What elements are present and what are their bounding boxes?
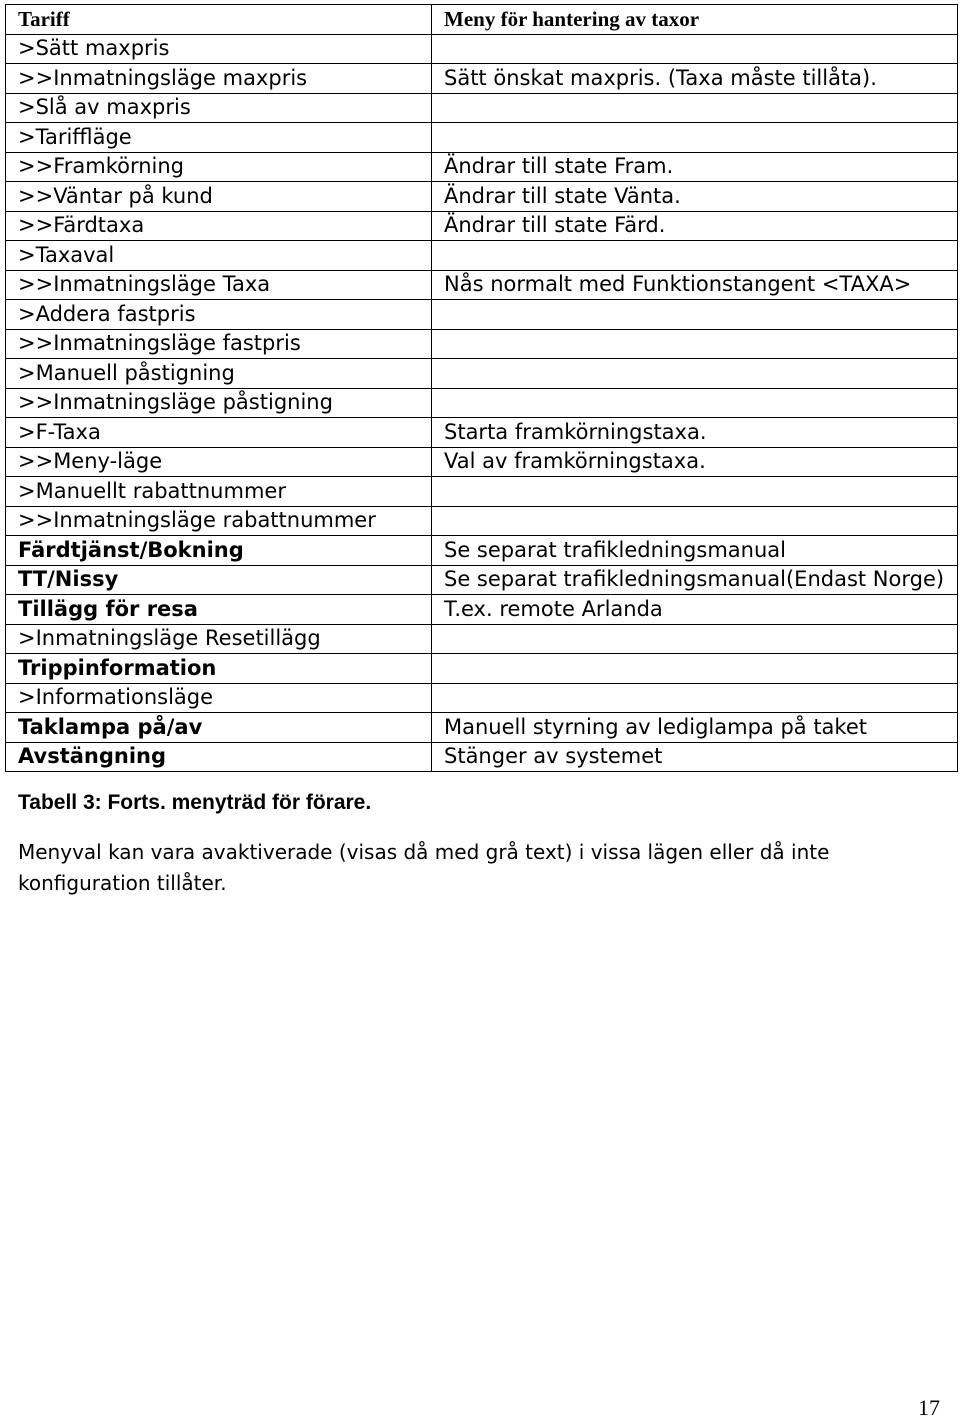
- menu-item-description: [432, 506, 958, 536]
- menu-item-label: Tariff: [6, 5, 432, 35]
- menu-item-description: [432, 241, 958, 271]
- menu-item-description: Starta framkörningstaxa.: [432, 418, 958, 448]
- menu-item-label: >>Inmatningsläge maxpris: [6, 64, 432, 94]
- table-caption: Tabell 3: Forts. menyträd för förare.: [18, 791, 372, 814]
- menu-item-description: Stänger av systemet: [432, 742, 958, 772]
- menu-item-description: [432, 123, 958, 153]
- table-row: [6, 5, 958, 35]
- menu-item-label: >>Inmatningsläge rabattnummer: [6, 506, 432, 536]
- menu-item-description: Se separat trafikledningsmanual(Endast Norge): [432, 565, 958, 595]
- menu-item-description: [432, 624, 958, 654]
- menu-item-label: >Addera fastpris: [6, 300, 432, 330]
- table-row: [6, 654, 958, 684]
- menu-item-label: >Informationsläge: [6, 683, 432, 713]
- table-row: [6, 713, 958, 743]
- menu-item-description: Ändrar till state Färd.: [432, 211, 958, 241]
- menu-item-label: >Manuellt rabattnummer: [6, 477, 432, 507]
- table-row: [6, 418, 958, 448]
- table-row: [6, 329, 958, 359]
- table-row: [6, 477, 958, 507]
- table-row: [6, 182, 958, 212]
- menu-item-description: [432, 654, 958, 684]
- table-row: [6, 359, 958, 389]
- table-row: [6, 624, 958, 654]
- menu-item-description: Sätt önskat maxpris. (Taxa måste tillåta).: [432, 64, 958, 94]
- table-row: [6, 300, 958, 330]
- menu-item-description: Ändrar till state Fram.: [432, 152, 958, 182]
- menu-item-label: Trippinformation: [6, 654, 432, 684]
- menu-item-description: [432, 93, 958, 123]
- table-row: [6, 506, 958, 536]
- body-paragraph: Menyval kan vara avaktiverade (visas då med grå text) i vissa lägen eller då inte konfiguration tillåter.: [18, 840, 830, 895]
- table-row: [6, 565, 958, 595]
- menu-item-description: T.ex. remote Arlanda: [432, 595, 958, 625]
- table-row: [6, 152, 958, 182]
- menu-item-label: >>Färdtaxa: [6, 211, 432, 241]
- menu-item-description: [432, 34, 958, 64]
- menu-item-description: Nås normalt med Funktionstangent <TAXA>: [432, 270, 958, 300]
- menu-item-description: [432, 300, 958, 330]
- menu-item-label: >Taxaval: [6, 241, 432, 271]
- table-row: [6, 34, 958, 64]
- table-row: [6, 123, 958, 153]
- menu-item-description: Ändrar till state Vänta.: [432, 182, 958, 212]
- menu-item-label: >Inmatningsläge Resetillägg: [6, 624, 432, 654]
- menu-item-label: >Tariffläge: [6, 123, 432, 153]
- table-row: [6, 93, 958, 123]
- menu-item-description: [432, 683, 958, 713]
- menu-item-description: Se separat trafikledningsmanual: [432, 536, 958, 566]
- menu-item-description: [432, 359, 958, 389]
- menu-item-description: [432, 329, 958, 359]
- menu-item-label: Avstängning: [6, 742, 432, 772]
- menu-item-label: >Slå av maxpris: [6, 93, 432, 123]
- menu-item-description: Manuell styrning av lediglampa på taket: [432, 713, 958, 743]
- menu-item-label: TT/Nissy: [6, 565, 432, 595]
- menu-item-label: >>Inmatningsläge fastpris: [6, 329, 432, 359]
- table-row: [6, 211, 958, 241]
- menu-item-label: Taklampa på/av: [6, 713, 432, 743]
- menu-item-description: [432, 477, 958, 507]
- table-row: [6, 742, 958, 772]
- menu-item-label: >>Inmatningsläge Taxa: [6, 270, 432, 300]
- menu-item-label: >Manuell påstigning: [6, 359, 432, 389]
- table-row: [6, 64, 958, 94]
- menu-item-label: >>Framkörning: [6, 152, 432, 182]
- menu-item-label: >Sätt maxpris: [6, 34, 432, 64]
- menu-item-label: >>Inmatningsläge påstigning: [6, 388, 432, 418]
- table-row: [6, 388, 958, 418]
- table-row: [6, 241, 958, 271]
- menu-item-label: >>Väntar på kund: [6, 182, 432, 212]
- table-row: [6, 447, 958, 477]
- table-row: [6, 270, 958, 300]
- menu-item-label: Färdtjänst/Bokning: [6, 536, 432, 566]
- page-number: 17: [918, 1395, 940, 1420]
- menu-item-label: >>Meny-läge: [6, 447, 432, 477]
- menu-item-label: Tillägg för resa: [6, 595, 432, 625]
- table-row: [6, 595, 958, 625]
- menu-item-description: Meny för hantering av taxor: [432, 5, 958, 35]
- menu-item-description: Val av framkörningstaxa.: [432, 447, 958, 477]
- menu-tree-table: [5, 4, 958, 772]
- table-row: [6, 683, 958, 713]
- table-row: [6, 536, 958, 566]
- menu-item-description: [432, 388, 958, 418]
- menu-item-label: >F-Taxa: [6, 418, 432, 448]
